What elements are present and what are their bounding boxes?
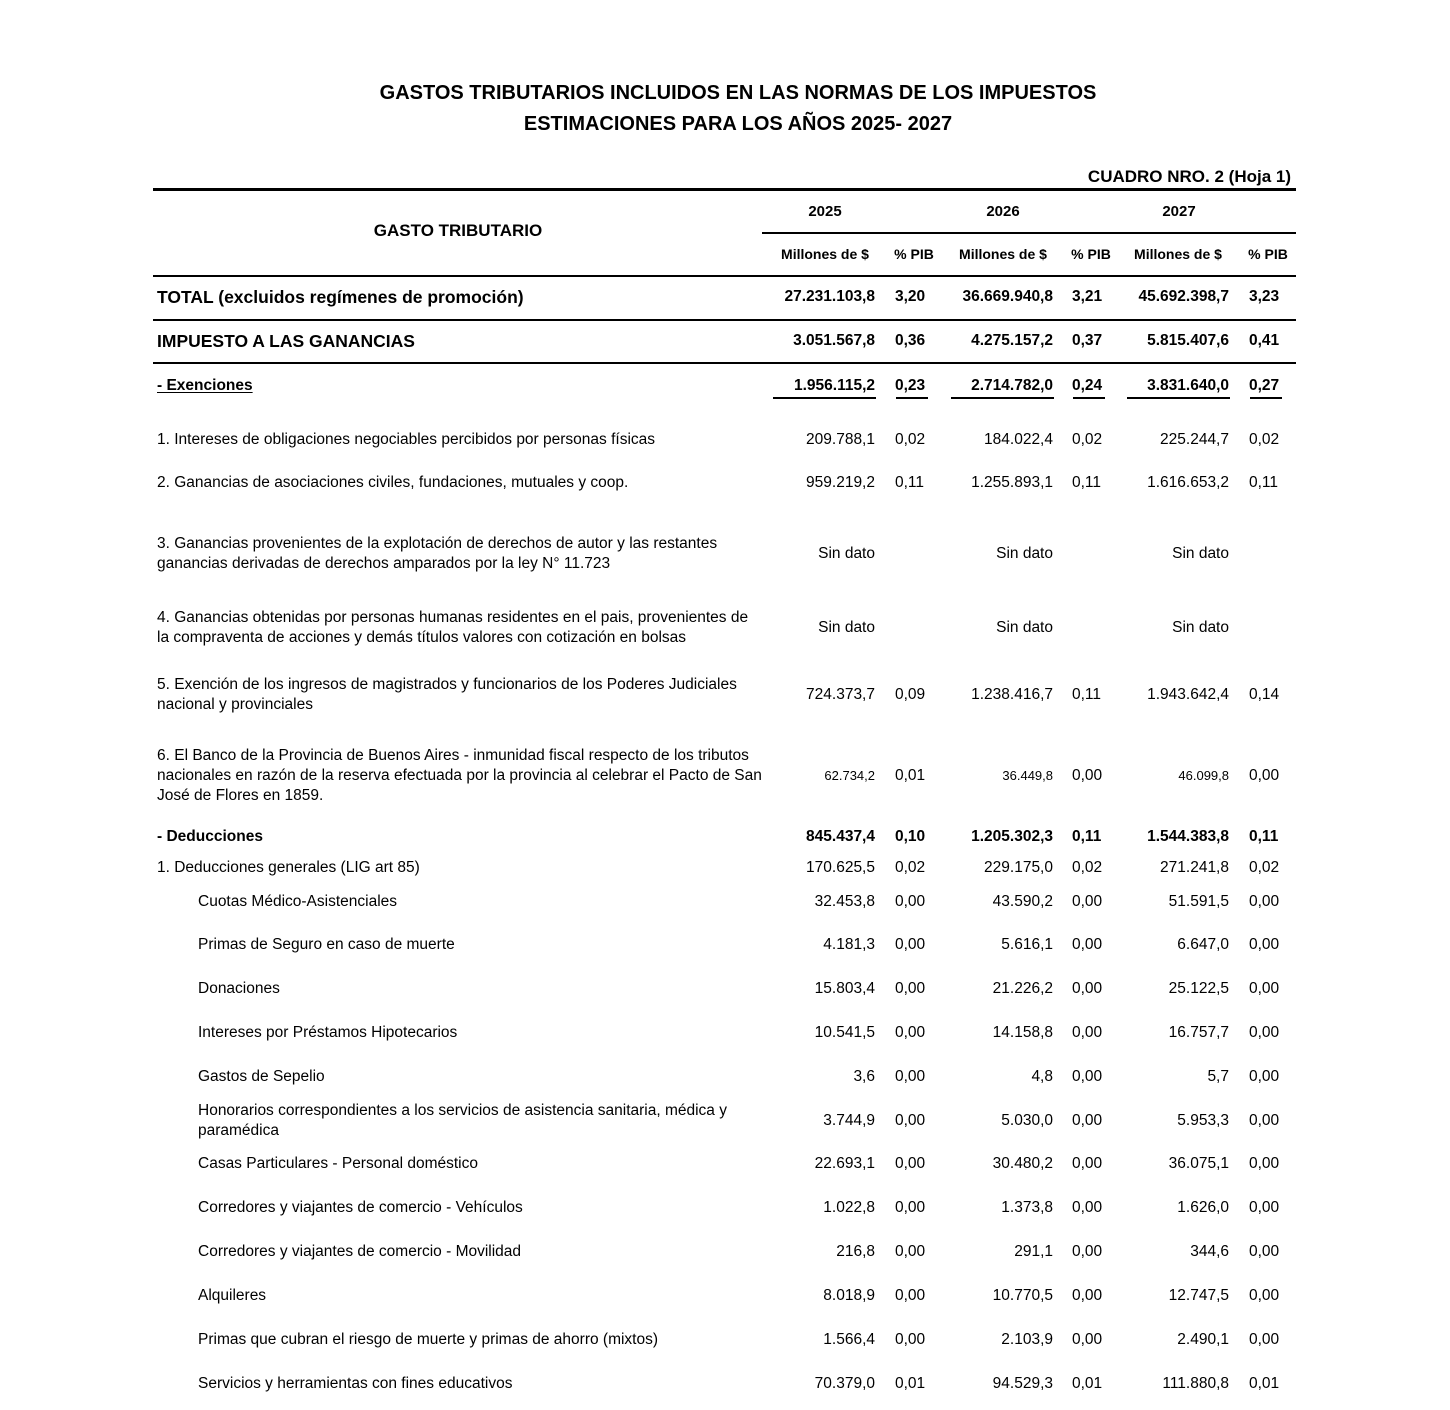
cell-millones-2027: 51.591,5 (1168, 893, 1229, 910)
cell-millones-2027: 5.815.407,6 (1147, 332, 1229, 349)
cell-pib-2025: 0,10 (895, 828, 926, 845)
row-label: 2. Ganancias de asociaciones civiles, fundaciones, mutuales y coop. (157, 474, 629, 491)
row-label: 5. Exención de los ingresos de magistrados y funcionarios de los Poderes Judiciales nacional y provinciales (157, 676, 737, 713)
cell-pib-2025: 0,00 (895, 936, 926, 953)
row-label: Servicios y herramientas con fines educativos (198, 1375, 513, 1392)
cell-pib-2026: 0,11 (1072, 474, 1102, 491)
subheader-money-2026: Millones de $ (959, 246, 1047, 262)
cell-millones-2027: 16.757,7 (1168, 1024, 1229, 1041)
cell-pib-2025: 0,36 (895, 332, 926, 349)
cell-pib-2026: 0,00 (1072, 1155, 1103, 1172)
row-label: 6. El Banco de la Provincia de Buenos Aires - inmunidad fiscal respecto de los tributos nacionales en razón de la reserva efectuada por la provincia al celebrar el Pacto de San José de Flores en 1859. (157, 747, 762, 804)
row-label: Primas que cubran el riesgo de muerte y primas de ahorro (mixtos) (198, 1331, 659, 1348)
cell-millones-2026: 291,1 (1014, 1243, 1053, 1260)
cell-pib-2026: 0,00 (1072, 1199, 1103, 1216)
row-label: Casas Particulares - Personal doméstico (198, 1155, 478, 1172)
cell-millones-2026: 10.770,5 (992, 1287, 1053, 1304)
cell-pib-2025: 0,00 (895, 1331, 926, 1348)
cell-millones-2027: 5,7 (1207, 1068, 1229, 1085)
cell-pib-2025: 0,02 (895, 859, 926, 876)
cell-millones-2027: 1.616.653,2 (1147, 474, 1229, 491)
cell-pib-2027: 0,00 (1249, 1024, 1280, 1041)
cell-pib-2027: 0,02 (1249, 431, 1280, 448)
row-label: Gastos de Sepelio (198, 1068, 325, 1085)
cell-millones-2027: 344,6 (1190, 1243, 1229, 1260)
cell-pib-2025: 0,09 (895, 686, 926, 703)
cell-pib-2027: 0,11 (1249, 474, 1279, 491)
cell-millones-2026: 184.022,4 (984, 431, 1053, 448)
cell-millones-2027: 45.692.398,7 (1138, 288, 1229, 305)
cell-pib-2027: 0,01 (1249, 1375, 1280, 1392)
row-label: Primas de Seguro en caso de muerte (198, 936, 455, 953)
cell-millones-2026: 5.616,1 (1001, 936, 1053, 953)
cell-millones-2027: 271.241,8 (1160, 859, 1229, 876)
underline-pib-2026 (1073, 397, 1105, 399)
table-top-rule (153, 188, 1296, 191)
header-sub-rule (762, 232, 1296, 234)
cell-pib-2025: 0,00 (895, 1112, 926, 1129)
cell-pib-2025: 0,01 (895, 767, 926, 784)
year-header-2026: 2026 (986, 203, 1020, 220)
cell-millones-2026: 21.226,2 (992, 980, 1053, 997)
cell-millones-2025: 8.018,9 (823, 1287, 875, 1304)
sin-dato-2026: Sin dato (996, 545, 1053, 562)
cell-pib-2027: 0,00 (1249, 1243, 1280, 1260)
cell-millones-2025: 22.693,1 (814, 1155, 875, 1172)
subheader-money-2025: Millones de $ (781, 246, 869, 262)
cell-millones-2025: 845.437,4 (806, 828, 875, 845)
row-label: Intereses por Préstamos Hipotecarios (198, 1024, 458, 1041)
cell-pib-2025: 0,00 (895, 893, 926, 910)
underline-pib-2027 (1250, 397, 1282, 399)
cell-pib-2027: 0,27 (1249, 377, 1280, 394)
header-bottom-rule (153, 275, 1296, 277)
cell-millones-2025: 1.022,8 (823, 1199, 875, 1216)
cell-millones-2025: 170.625,5 (806, 859, 875, 876)
column-header-gasto-tributario: GASTO TRIBUTARIO (373, 221, 543, 240)
subheader-pib-2027: % PIB (1248, 246, 1288, 262)
cell-pib-2027: 3,23 (1249, 288, 1280, 305)
cell-millones-2025: 216,8 (836, 1243, 875, 1260)
cell-pib-2026: 0,37 (1072, 332, 1103, 349)
cell-pib-2026: 0,00 (1072, 936, 1103, 953)
cell-millones-2026: 30.480,2 (992, 1155, 1053, 1172)
underline-pib-2025 (896, 397, 928, 399)
row-label: - Deducciones (157, 828, 263, 845)
cell-millones-2027: 36.075,1 (1168, 1155, 1229, 1172)
cell-millones-2026: 1.238.416,7 (971, 686, 1053, 703)
cell-pib-2026: 0,00 (1072, 1331, 1103, 1348)
cell-millones-2025: 1.956.115,2 (793, 377, 875, 394)
document-title-line-1: GASTOS TRIBUTARIOS INCLUIDOS EN LAS NORMAS DE LOS IMPUESTOS (379, 82, 1097, 104)
document-title-line-2: ESTIMACIONES PARA LOS AÑOS 2025- 2027 (523, 113, 953, 135)
cell-pib-2026: 0,24 (1072, 377, 1103, 394)
cell-pib-2025: 0,00 (895, 1068, 926, 1085)
cell-pib-2026: 0,00 (1072, 1243, 1103, 1260)
cell-millones-2026: 94.529,3 (992, 1375, 1053, 1392)
cell-millones-2025: 70.379,0 (814, 1375, 875, 1392)
year-header-2027: 2027 (1162, 203, 1196, 220)
cell-millones-2025: 3.744,9 (823, 1112, 875, 1129)
row-label: 1. Deducciones generales (LIG art 85) (157, 859, 420, 876)
row-label: Honorarios correspondientes a los servicios de asistencia sanitaria, médica y paramédica (198, 1102, 727, 1139)
cell-pib-2026: 3,21 (1072, 288, 1103, 305)
cell-millones-2027: 225.244,7 (1160, 431, 1229, 448)
row-label: 3. Ganancias provenientes de la explotación de derechos de autor y las restantes ganancias derivadas de derechos amparados por la ley N° 11.723 (157, 535, 718, 572)
cell-millones-2027: 1.626,0 (1177, 1199, 1229, 1216)
cell-millones-2026: 1.205.302,3 (971, 828, 1053, 845)
subheader-pib-2026: % PIB (1071, 246, 1111, 262)
underline-millones-2025 (773, 397, 876, 399)
cell-millones-2026: 1.255.893,1 (971, 474, 1053, 491)
cell-pib-2027: 0,14 (1249, 686, 1280, 703)
cell-millones-2027: 5.953,3 (1177, 1112, 1229, 1129)
cell-millones-2025: 3.051.567,8 (793, 332, 875, 349)
cell-pib-2026: 0,00 (1072, 1287, 1103, 1304)
cell-millones-2026: 4,8 (1031, 1068, 1053, 1085)
cell-pib-2026: 0,02 (1072, 431, 1103, 448)
cell-pib-2025: 0,11 (895, 474, 925, 491)
row-label: 4. Ganancias obtenidas por personas humanas residentes en el pais, provenientes de la compraventa de acciones y demás títulos valores con cotización en bolsas (157, 609, 749, 646)
total-bottom-rule (153, 319, 1296, 321)
cell-millones-2025: 724.373,7 (806, 686, 875, 703)
cell-pib-2027: 0,00 (1249, 980, 1280, 997)
cell-pib-2025: 0,23 (895, 377, 926, 394)
table-identifier: CUADRO NRO. 2 (Hoja 1) (1087, 167, 1291, 186)
subheader-money-2027: Millones de $ (1134, 246, 1222, 262)
cell-pib-2026: 0,11 (1072, 828, 1102, 845)
cell-pib-2027: 0,00 (1249, 936, 1280, 953)
cell-pib-2027: 0,02 (1249, 859, 1280, 876)
underline-millones-2027 (1127, 397, 1230, 399)
cell-pib-2026: 0,00 (1072, 767, 1103, 784)
sin-dato-2026: Sin dato (996, 619, 1053, 636)
sin-dato-2025: Sin dato (818, 545, 875, 562)
cell-millones-2027: 3.831.640,0 (1147, 377, 1229, 394)
cell-pib-2026: 0,11 (1072, 686, 1102, 703)
cell-millones-2027: 1.544.383,8 (1147, 828, 1229, 845)
row-label: 1. Intereses de obligaciones negociables percibidos por personas físicas (157, 431, 656, 448)
sin-dato-2025: Sin dato (818, 619, 875, 636)
row-label: Alquileres (198, 1287, 267, 1304)
cell-millones-2025: 959.219,2 (806, 474, 875, 491)
ganancias-bottom-rule (153, 362, 1296, 364)
cell-millones-2027: 6.647,0 (1177, 936, 1229, 953)
row-label: IMPUESTO A LAS GANANCIAS (157, 331, 415, 351)
cell-millones-2025: 3,6 (853, 1068, 875, 1085)
cell-pib-2026: 0,00 (1072, 980, 1103, 997)
cell-pib-2027: 0,00 (1249, 1199, 1280, 1216)
cell-pib-2027: 0,00 (1249, 1112, 1280, 1129)
cell-millones-2026: 14.158,8 (992, 1024, 1053, 1041)
cell-millones-2025: 32.453,8 (814, 893, 875, 910)
cell-millones-2027: 1.943.642,4 (1147, 686, 1229, 703)
cell-pib-2027: 0,00 (1249, 1155, 1280, 1172)
cell-pib-2025: 0,00 (895, 1243, 926, 1260)
cell-pib-2025: 0,01 (895, 1375, 926, 1392)
row-label: - Exenciones (157, 377, 253, 394)
cell-millones-2026: 5.030,0 (1001, 1112, 1053, 1129)
underline-millones-2026 (951, 397, 1054, 399)
cell-pib-2026: 0,00 (1072, 893, 1103, 910)
cell-millones-2026: 36.449,8 (1002, 768, 1053, 783)
cell-pib-2025: 0,00 (895, 1199, 926, 1216)
row-label: Cuotas Médico-Asistenciales (198, 893, 398, 910)
cell-millones-2025: 27.231.103,8 (784, 288, 875, 305)
cell-pib-2027: 0,00 (1249, 893, 1280, 910)
cell-pib-2027: 0,00 (1249, 1287, 1280, 1304)
cell-pib-2025: 0,00 (895, 1024, 926, 1041)
cell-pib-2027: 0,41 (1249, 332, 1280, 349)
subheader-pib-2025: % PIB (894, 246, 934, 262)
cell-pib-2025: 0,00 (895, 1287, 926, 1304)
sin-dato-2027: Sin dato (1172, 545, 1229, 562)
sin-dato-2027: Sin dato (1172, 619, 1229, 636)
cell-pib-2026: 0,00 (1072, 1112, 1103, 1129)
cell-pib-2025: 0,02 (895, 431, 926, 448)
cell-millones-2027: 111.880,8 (1162, 1375, 1229, 1392)
cell-pib-2025: 0,00 (895, 980, 926, 997)
row-label: Donaciones (198, 980, 280, 997)
row-label: TOTAL (excluidos regímenes de promoción) (157, 287, 524, 307)
cell-pib-2026: 0,01 (1072, 1375, 1103, 1392)
cell-pib-2025: 3,20 (895, 288, 926, 305)
cell-millones-2026: 43.590,2 (992, 893, 1053, 910)
cell-pib-2027: 0,11 (1249, 828, 1279, 845)
cell-millones-2025: 62.734,2 (824, 768, 875, 783)
cell-millones-2027: 2.490,1 (1177, 1331, 1229, 1348)
cell-millones-2027: 46.099,8 (1178, 768, 1229, 783)
cell-millones-2026: 36.669.940,8 (962, 288, 1053, 305)
cell-millones-2026: 2.103,9 (1001, 1331, 1053, 1348)
cell-pib-2027: 0,00 (1249, 1331, 1280, 1348)
cell-millones-2027: 12.747,5 (1168, 1287, 1229, 1304)
row-label: Corredores y viajantes de comercio - Movilidad (198, 1243, 522, 1260)
year-header-2025: 2025 (808, 203, 842, 220)
cell-millones-2025: 4.181,3 (823, 936, 875, 953)
cell-pib-2025: 0,00 (895, 1155, 926, 1172)
cell-pib-2026: 0,00 (1072, 1068, 1103, 1085)
cell-millones-2026: 229.175,0 (984, 859, 1053, 876)
row-label: Corredores y viajantes de comercio - Vehículos (198, 1199, 523, 1216)
cell-millones-2025: 1.566,4 (823, 1331, 875, 1348)
cell-millones-2026: 1.373,8 (1001, 1199, 1053, 1216)
cell-pib-2027: 0,00 (1249, 1068, 1280, 1085)
cell-pib-2027: 0,00 (1249, 767, 1280, 784)
cell-millones-2025: 209.788,1 (806, 431, 875, 448)
cell-millones-2026: 2.714.782,0 (971, 377, 1053, 394)
cell-pib-2026: 0,00 (1072, 1024, 1103, 1041)
cell-millones-2027: 25.122,5 (1168, 980, 1229, 997)
cell-millones-2025: 10.541,5 (814, 1024, 875, 1041)
cell-millones-2026: 4.275.157,2 (971, 332, 1053, 349)
cell-pib-2026: 0,02 (1072, 859, 1103, 876)
cell-millones-2025: 15.803,4 (814, 980, 875, 997)
